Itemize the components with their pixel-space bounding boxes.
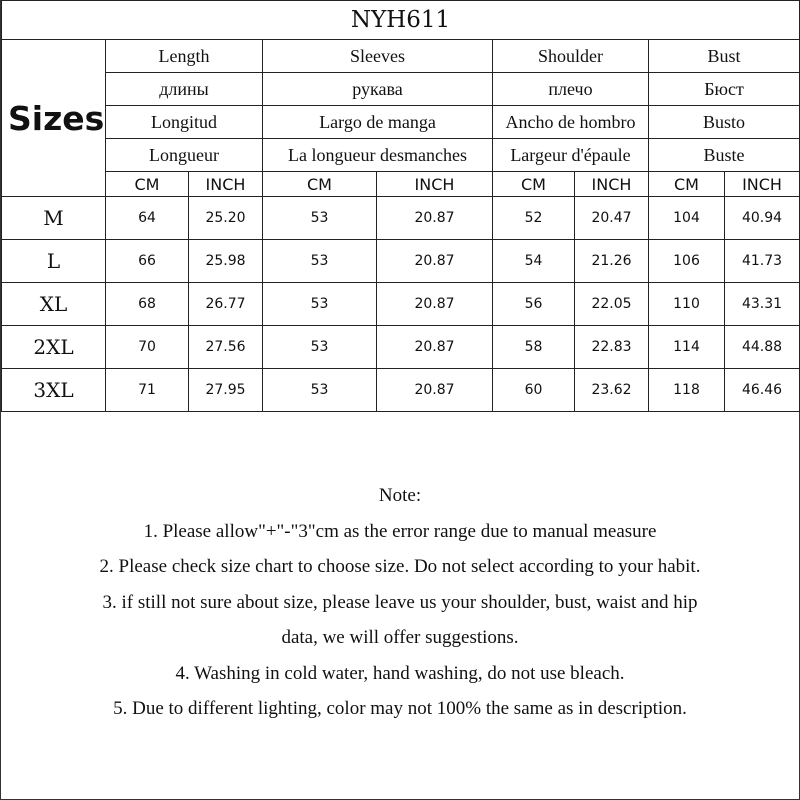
header-shoulder-fr: Largeur d'épaule [493,139,649,172]
header-shoulder-en: Shoulder [493,40,649,73]
measurement-cell: 46.46 [725,369,800,412]
measurement-cell: 41.73 [725,240,800,283]
note-line-3: 3. if still not sure about size, please leave us your shoulder, bust, waist and hip [102,591,698,613]
header-bust-ru: Бюст [649,73,800,106]
measurement-cell: 27.95 [189,369,263,412]
header-shoulder-es: Ancho de hombro [493,106,649,139]
measurement-cell: 56 [493,283,575,326]
measurement-cell: 20.47 [575,197,649,240]
table-row [2,326,800,369]
unit-inch-length: INCH [189,172,263,197]
measurement-cell: 21.26 [575,240,649,283]
note-line-1: 1. Please allow"+"-"3"cm as the error range due to manual measure [143,520,657,542]
measurement-cell: 25.20 [189,197,263,240]
note-line-2: 2. Please check size chart to choose size. Do not select according to your habit. [99,556,701,577]
measurement-cell: 20.87 [377,369,493,412]
measurement-cell: 20.87 [377,326,493,369]
measurement-cell: 53 [263,240,377,283]
measurement-cell: 54 [493,240,575,283]
measurement-cell: 20.87 [377,240,493,283]
measurement-cell: 53 [263,369,377,412]
header-sleeves-es: Largo de manga [263,106,493,139]
measurement-cell: 53 [263,197,377,240]
measurement-cell: 20.87 [377,283,493,326]
sizes-label: Sizes [2,40,106,197]
header-sleeves-ru: рукава [263,73,493,106]
measurement-cell: 58 [493,326,575,369]
unit-inch-bust: INCH [725,172,800,197]
note-line-5: 5. Due to different lighting, color may not 100% the same as in description. [113,698,687,719]
measurement-cell: 60 [493,369,575,412]
measurement-cell: 70 [106,326,189,369]
unit-inch-shoulder: INCH [575,172,649,197]
size-label: 2XL [2,326,106,369]
unit-cm-bust: CM [649,172,725,197]
size-label: XL [2,283,106,326]
measurement-cell: 71 [106,369,189,412]
unit-inch-sleeves: INCH [377,172,493,197]
measurement-cell: 118 [649,369,725,412]
unit-cm-shoulder: CM [493,172,575,197]
measurement-cell: 114 [649,326,725,369]
measurement-cell: 64 [106,197,189,240]
header-bust-es: Busto [649,106,800,139]
size-table [1,0,800,412]
header-sleeves-en: Sleeves [263,40,493,73]
measurement-cell: 20.87 [377,197,493,240]
measurement-cell: 40.94 [725,197,800,240]
header-bust-fr: Buste [649,139,800,172]
header-length-fr: Longueur [106,139,263,172]
measurement-cell: 22.05 [575,283,649,326]
notes-heading: Note: [378,485,422,506]
measurement-cell: 27.56 [189,326,263,369]
note-line-4: 4. Washing in cold water, hand washing, do not use bleach. [175,662,625,684]
measurement-cell: 110 [649,283,725,326]
measurement-cell: 23.62 [575,369,649,412]
header-length-es: Longitud [106,106,263,139]
product-code-title: NYH611 [2,1,800,40]
measurement-cell: 52 [493,197,575,240]
note-line-3-cont: data, we will offer suggestions. [281,627,519,648]
header-length-en: Length [106,40,263,73]
measurement-cell: 22.83 [575,326,649,369]
measurement-cell: 26.77 [189,283,263,326]
header-sleeves-fr: La longueur desmanches [263,139,493,172]
measurement-cell: 53 [263,283,377,326]
measurement-cell: 106 [649,240,725,283]
header-length-ru: длины [106,73,263,106]
size-label: L [2,240,106,283]
unit-cm-sleeves: CM [263,172,377,197]
measurement-cell: 68 [106,283,189,326]
header-bust-en: Bust [649,40,800,73]
measurement-cell: 53 [263,326,377,369]
unit-cm-length: CM [106,172,189,197]
measurement-cell: 43.31 [725,283,800,326]
measurement-cell: 104 [649,197,725,240]
header-shoulder-ru: плечо [493,73,649,106]
size-label: 3XL [2,369,106,412]
table-row [2,240,800,283]
table-row [2,197,800,240]
notes-section [1,478,799,727]
table-row [2,283,800,326]
measurement-cell: 25.98 [189,240,263,283]
measurement-cell: 66 [106,240,189,283]
table-row [2,369,800,412]
measurement-cell: 44.88 [725,326,800,369]
size-label: M [2,197,106,240]
